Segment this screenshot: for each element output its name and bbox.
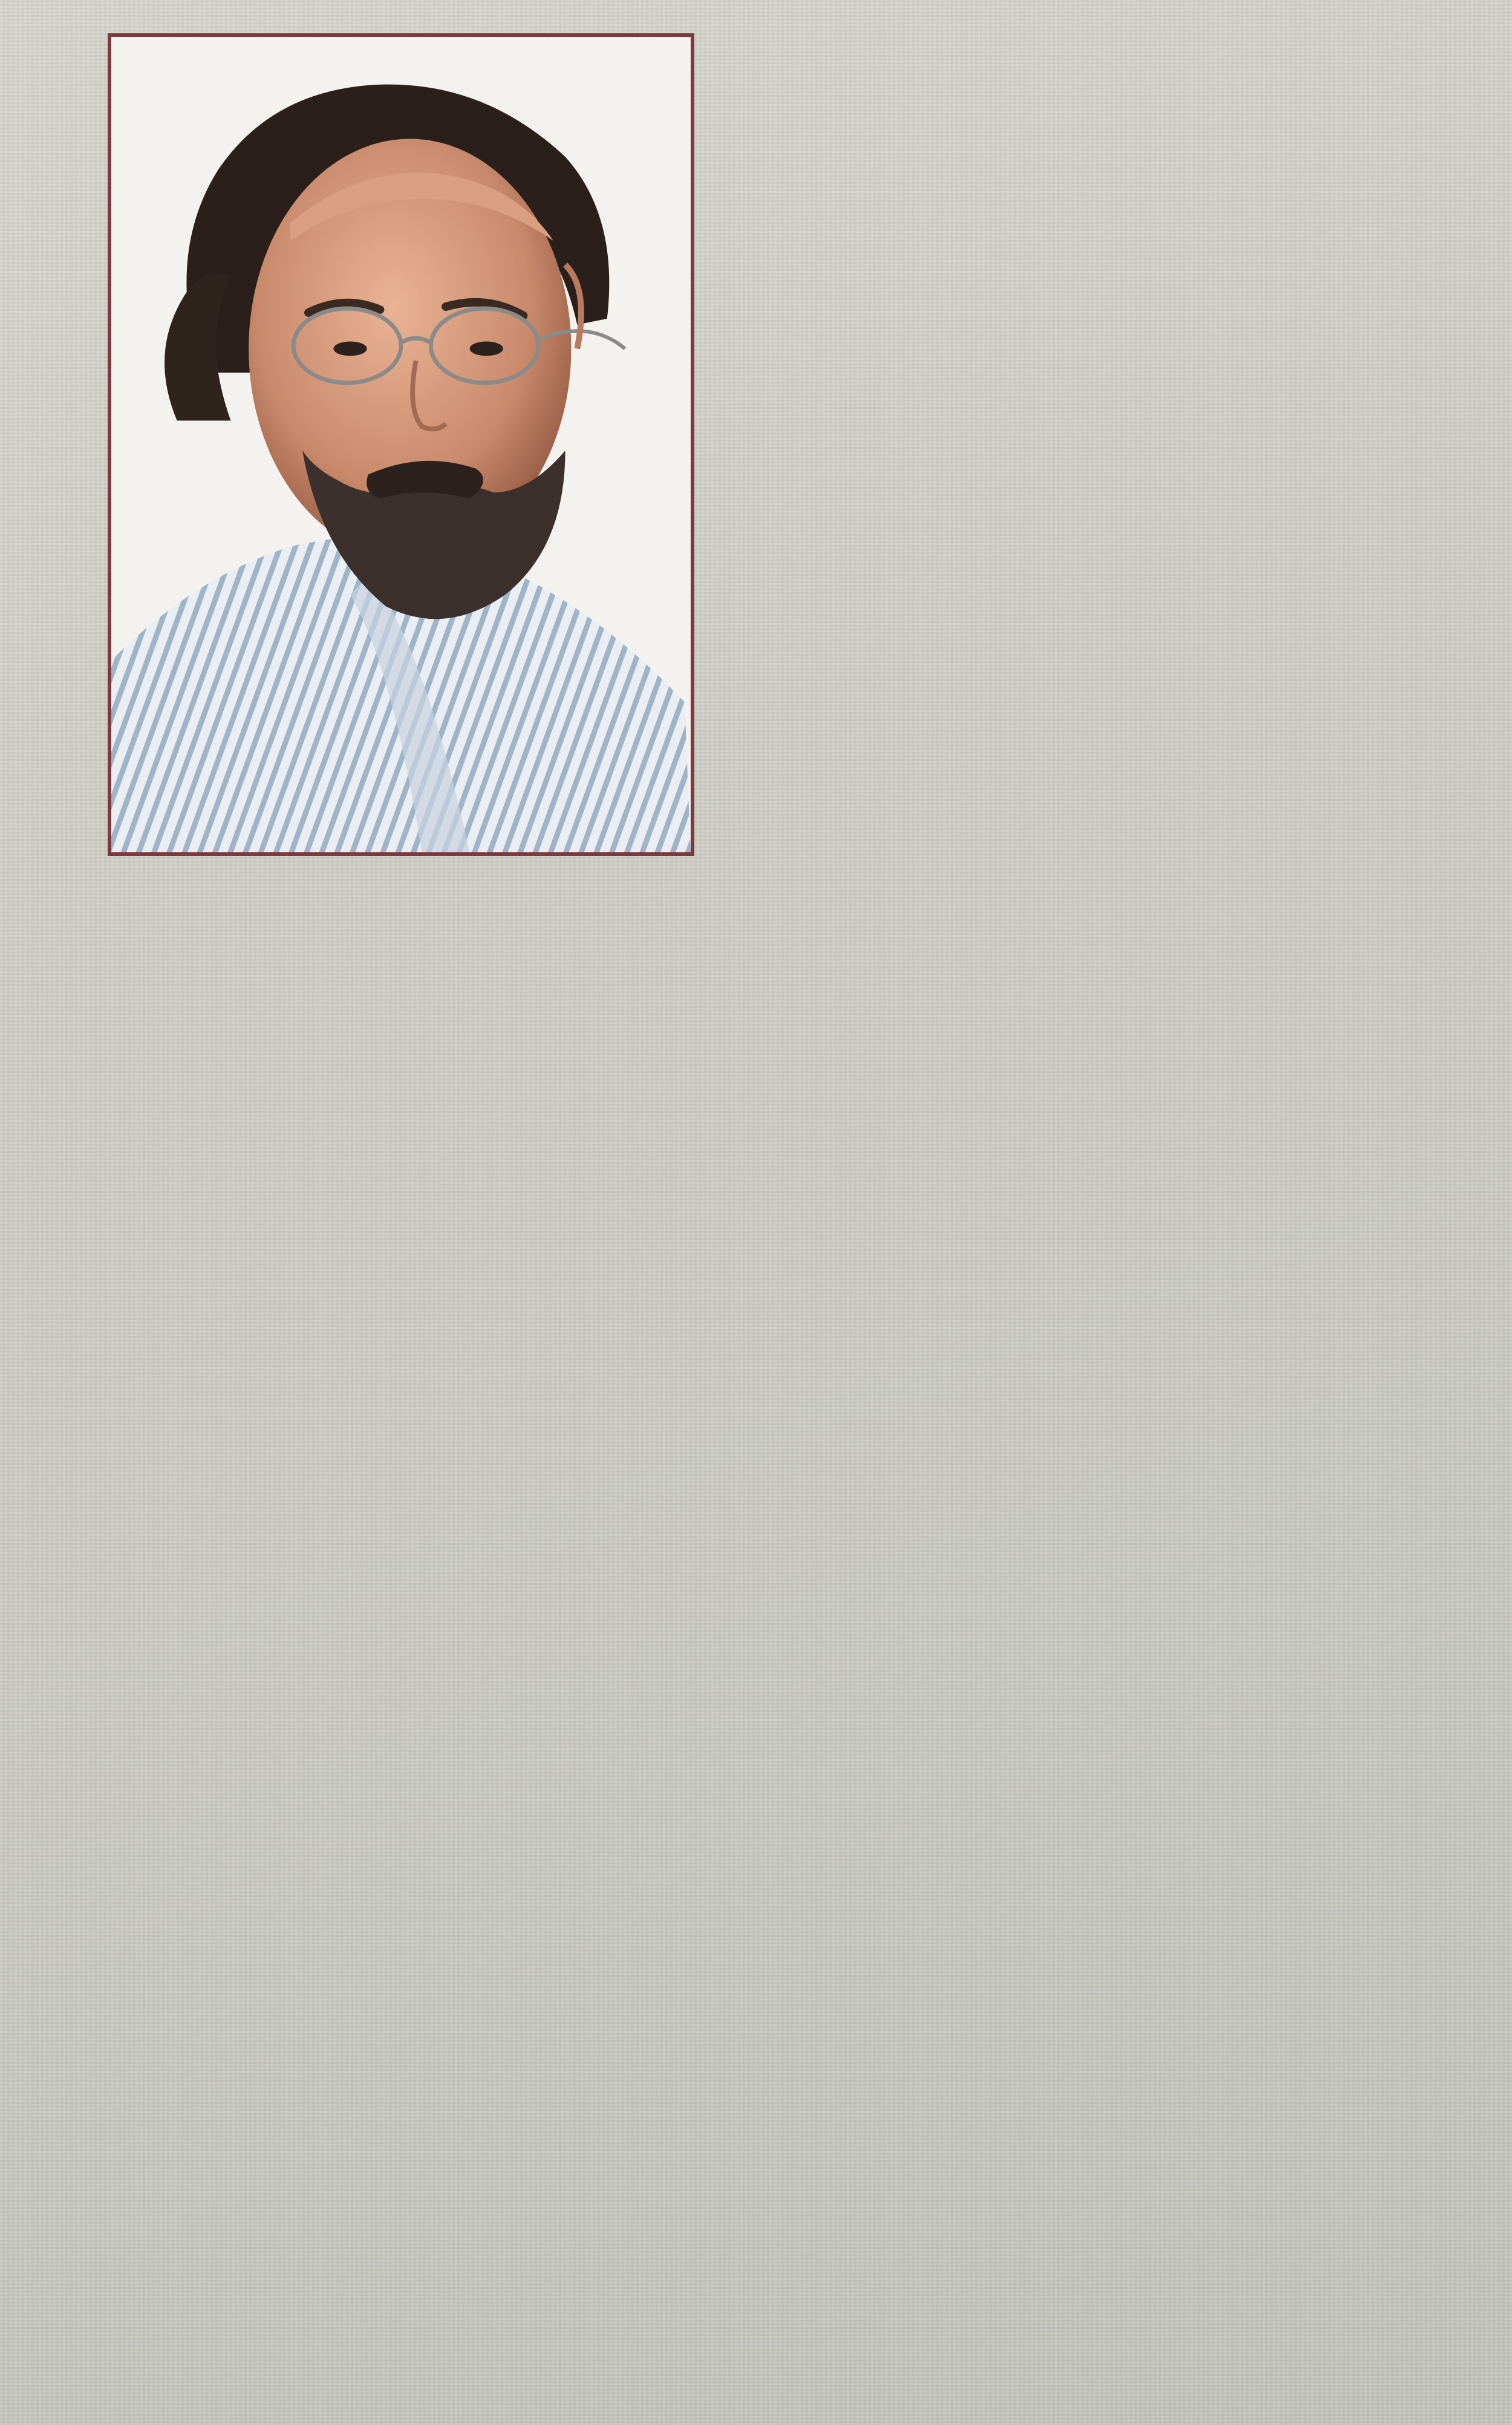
author-photo (108, 33, 694, 856)
author-portrait-illustration (111, 37, 691, 852)
